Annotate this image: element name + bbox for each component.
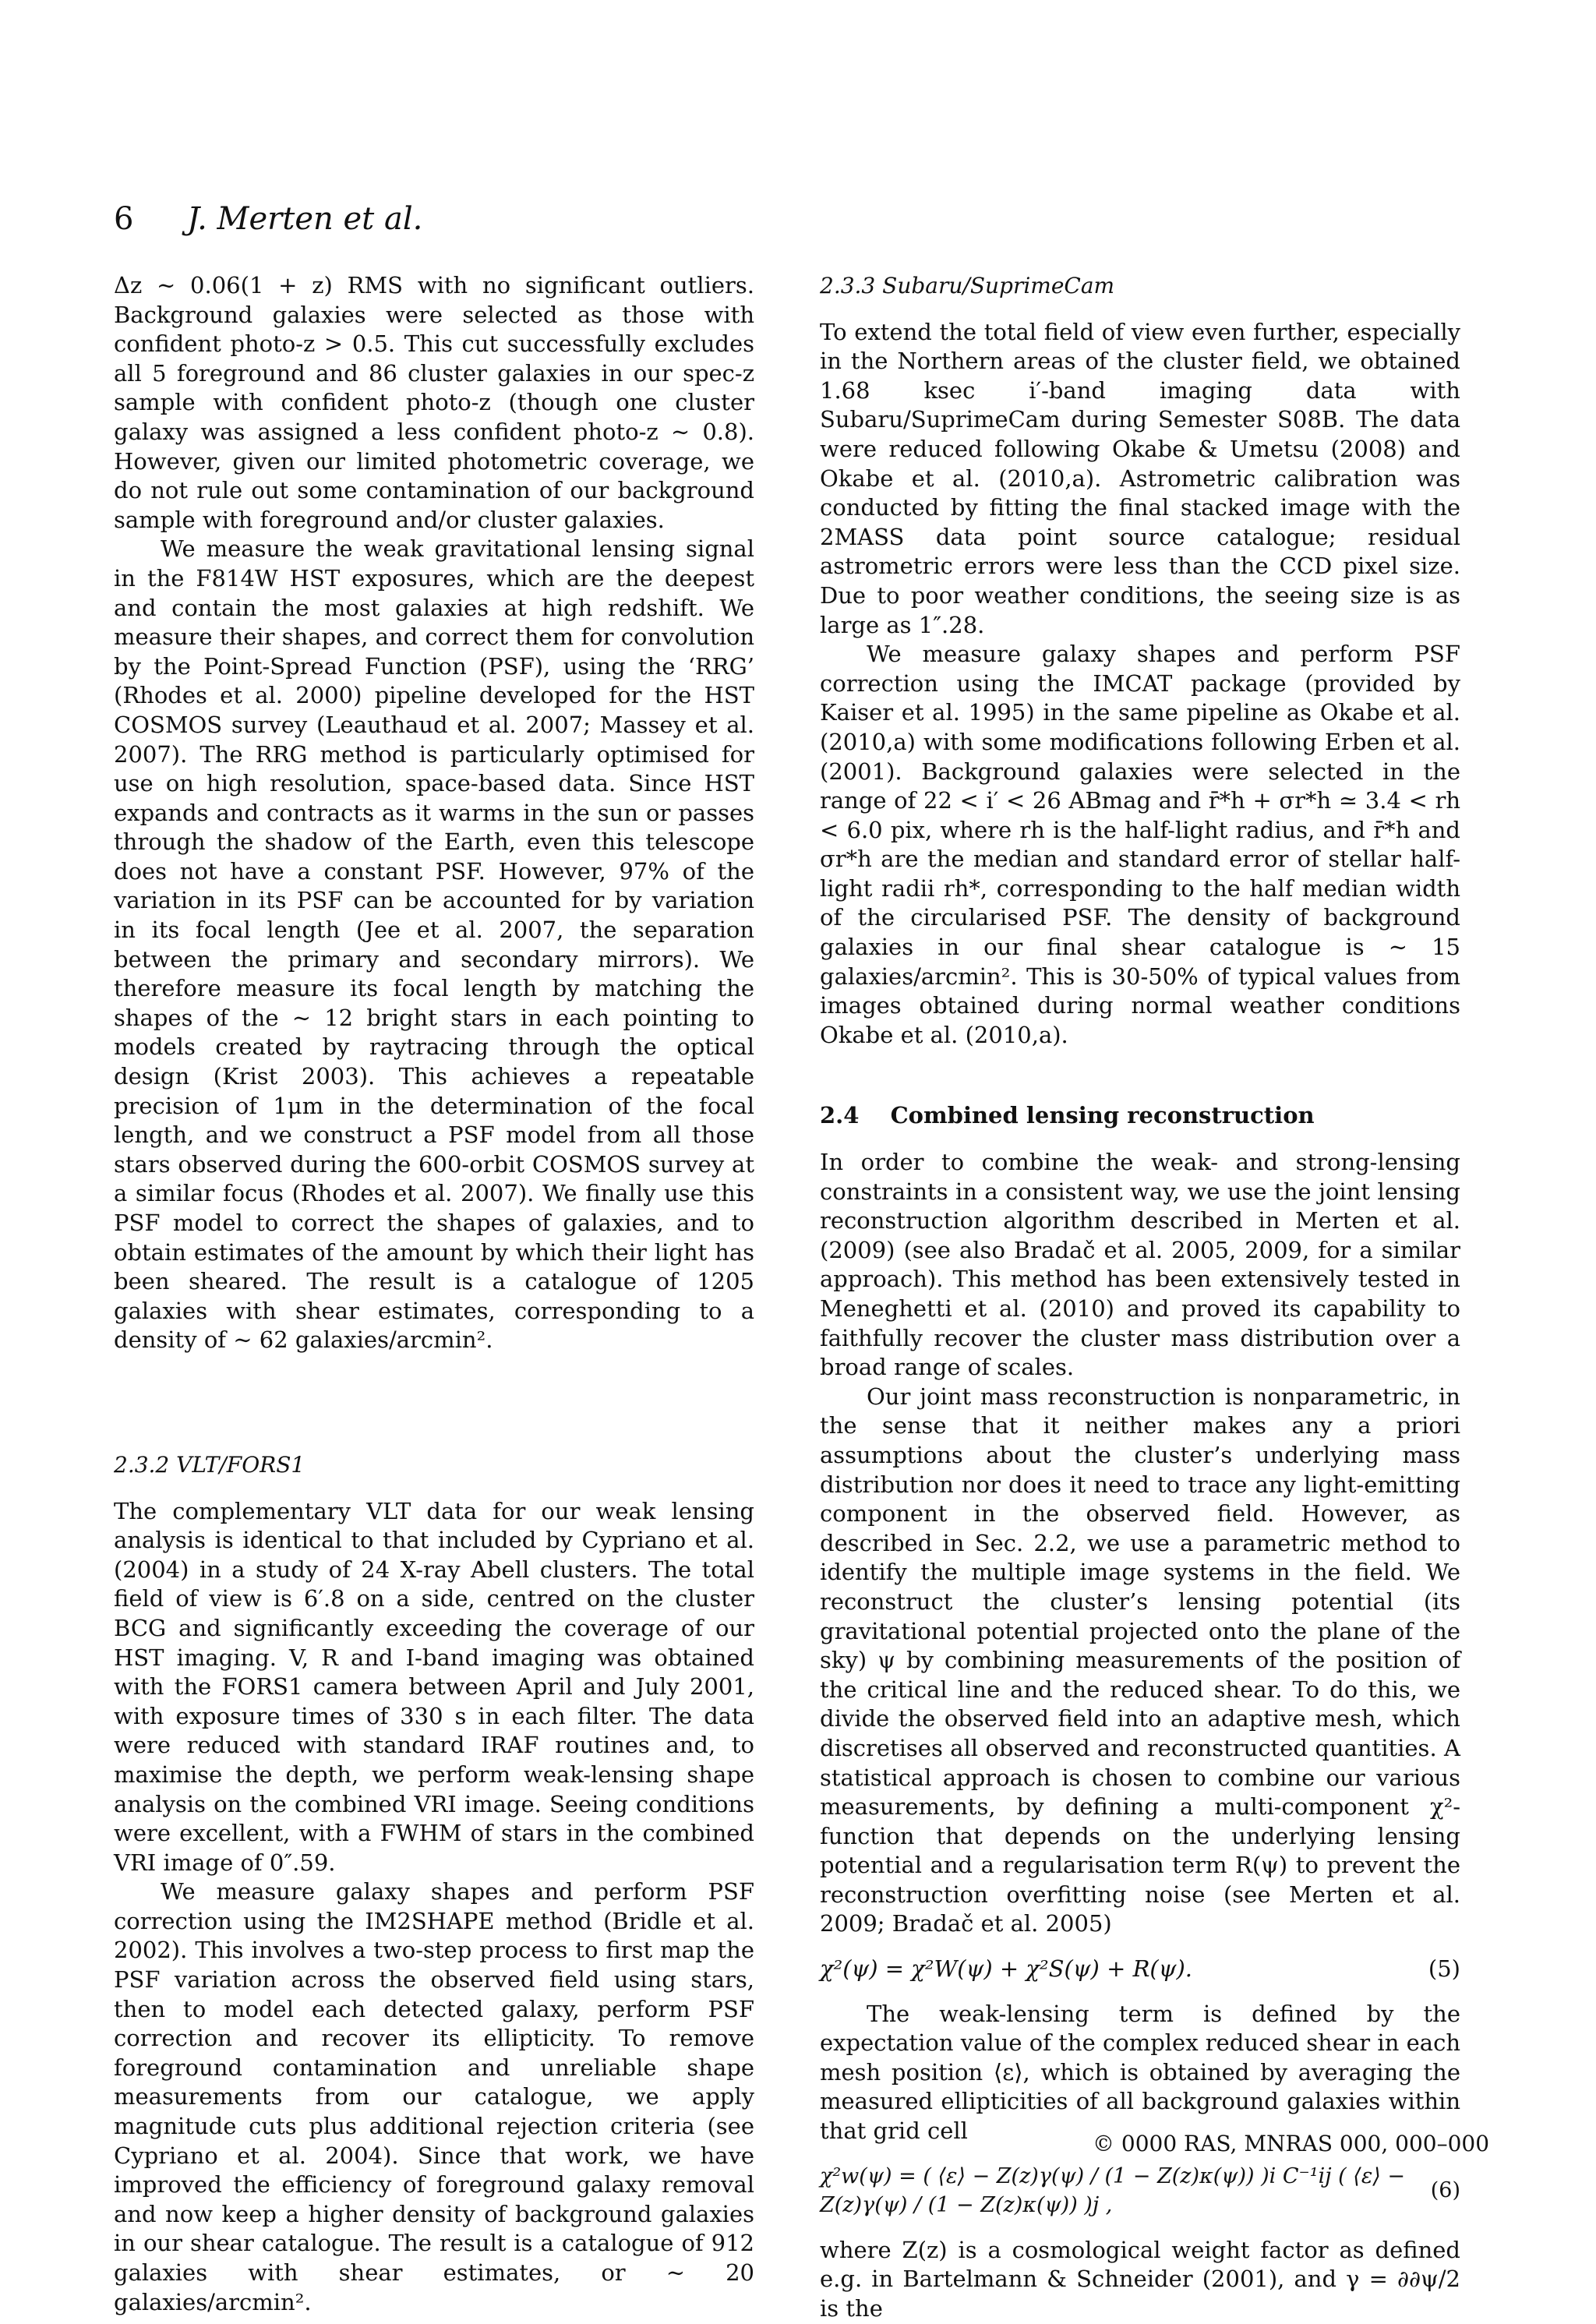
section-heading-combined: [820, 1101, 1460, 1131]
section-number: 2.4: [820, 1102, 860, 1129]
left-column: [114, 271, 754, 2317]
paragraph-weight-factor: where Z(z) is a cosmological weight factor as defined e.g. in Bartelmann & Schneider (2001), and γ = ∂∂ψ/2 is the: [820, 2236, 1460, 2322]
paragraph-subaru-data: To extend the total field of view even further, especially in the Northern areas of the cluster field, we obtained 1.68 ksec i′-band imaging data with Subaru/SuprimeCam during Semester S08B. The data were reduced following Okabe & Umetsu (2008) and Okabe et al. (2010,a). Astrometric calibration was conducted by fitting the final stacked image with the 2MASS data point source catalogue; residual astrometric errors were less than the CCD pixel size. Due to poor weather conditions, the seeing size is as large as 1″.28.: [820, 318, 1460, 638]
equation-5-body: χ²(ψ) = χ²W(ψ) + χ²S(ψ) + R(ψ).: [820, 1955, 1193, 1983]
running-head: [114, 201, 422, 237]
paragraph-imcat: We measure galaxy shapes and perform PSF correction using the IMCAT package (provided by Kaiser et al. 1995) in the same pipeline as Okabe et al. (2010,a) with some modifications following Erben et al. (2001). Background galaxies were selected in the range of 22 < i′ < 26 ABmag and r̄*h + σr*h ≃ 3.4 < rh < 6.0 pix, where rh is the half-light radius, and r̄*h and σr*h are the median and standard error of stellar half-light radii rh*, corresponding to the half median width of the circularised PSF. The density of background galaxies in our final shear catalogue is ∼ 15 galaxies/arcmin². This is 30-50% of typical values from images obtained during normal weather conditions Okabe et al. (2010,a).: [820, 641, 1460, 1048]
paragraph-weak-lensing-term: The weak-lensing term is defined by the expectation value of the complex reduced shear in each mesh position ⟨ε⟩, which is obtained by averaging the measured ellipticities of all background galaxies within that grid cell: [820, 2000, 1460, 2145]
paragraph-joint-reconstruction: In order to combine the weak- and strong-lensing constraints in a consistent way, we use the joint lensing reconstruction algorithm described in Merten et al. (2009) (see also Bradač et al. 2005, 2009, for a similar approach). This method has been extensively tested in Meneghetti et al. (2010) and proved its capability to faithfully recover the cluster mass distribution over a broad range of scales.: [820, 1149, 1460, 1381]
copyright-footer: © 0000 RAS, MNRAS 000, 000–000: [1093, 2131, 1490, 2156]
equation-6-body: χ²w(ψ) = ( ⟨ε⟩ − Z(z)γ(ψ) / (1 − Z(z)κ(ψ)) )i C⁻¹ij ( ⟨ε⟩ − Z(z)γ(ψ) / (1 − Z(z)κ(ψ)) )j ,: [820, 2163, 1406, 2218]
section-title: Combined lensing reconstruction: [890, 1102, 1315, 1129]
paragraph-nonparametric: Our joint mass reconstruction is nonparametric, in the sense that it neither makes any a priori assumptions about the cluster’s underlying mass distribution nor does it need to trace any light-emitting component in the observed field. However, as described in Sec. 2.2, we use a parametric method to identify the multiple image systems in the field. We reconstruct the cluster’s lensing potential (its gravitational potential projected onto the plane of the sky) ψ by combining measurements of the position of the critical line and the reduced shear. To do this, we divide the observed field into an adaptive mesh, which discretises all observed and reconstructed quantities. A statistical approach is chosen to combine our various measurements, by defining a multi-component χ²-function that depends on the underlying lensing potential and a regularisation term R(ψ) to prevent the reconstruction overfitting noise (see Merten et al. 2009; Bradač et al. 2005): [820, 1383, 1460, 1937]
paragraph-hst-shear: We measure the weak gravitational lensing signal in the F814W HST exposures, which are the deepest and contain the most galaxies at high redshift. We measure their shapes, and correct them for convolution by the Point-Spread Function (PSF), using the ‘RRG’ (Rhodes et al. 2000) pipeline developed for the HST COSMOS survey (Leauthaud et al. 2007; Massey et al. 2007). The RRG method is particularly optimised for use on high resolution, space-based data. Since HST expands and contracts as it warms in the sun or passes through the shadow of the Earth, even this telescope does not have a constant PSF. However, 97% of the variation in its PSF can be accounted for by variation in its focal length (Jee et al. 2007, the separation between the primary and secondary mirrors). We therefore measure its focal length by matching the shapes of the ∼ 12 bright stars in each pointing to models created by raytracing through the optical design (Krist 2003). This achieves a repeatable precision of 1μm in the determination of the focal length, and we construct a PSF model from all those stars observed during the 600-orbit COSMOS survey at a similar focus (Rhodes et al. 2007). We finally use this PSF model to correct the shapes of galaxies, and to obtain estimates of the amount by which their light has been sheared. The result is a catalogue of 1205 galaxies with shear estimates, corresponding to a density of ∼ 62 galaxies/arcmin².: [114, 535, 754, 1354]
equation-6: [820, 2162, 1460, 2220]
equation-5: [820, 1955, 1460, 1984]
equation-5-number: (5): [1428, 1955, 1460, 1983]
paragraph-photoz: Δz ∼ 0.06(1 + z) RMS with no significant outliers. Background galaxies were selected as those with confident photo-z > 0.5. This cut successfully excludes all 5 foreground and 86 cluster galaxies in our spec-z sample with confident photo-z (though one cluster galaxy was assigned a less confident photo-z ∼ 0.8). However, given our limited photometric coverage, we do not rule out some contamination of our background sample with foreground and/or cluster galaxies.: [114, 272, 754, 533]
subsection-heading-vlt: 2.3.2 VLT/FORS1: [114, 1451, 305, 1478]
paragraph-im2shape: We measure galaxy shapes and perform PSF correction using the IM2SHAPE method (Bridle et al. 2002). This involves a two-step process to first map the PSF variation across the observed field using stars, then to model each detected galaxy, perform PSF correction and recover its ellipticity. To remove foreground contamination and unreliable shape measurements from our catalogue, we apply magnitude cuts plus additional rejection criteria (see Cypriano et al. 2004). Since that work, we have improved the efficiency of foreground galaxy removal and now keep a higher density of background galaxies in our shear catalogue. The result is a catalogue of 912 galaxies with shear estimates, or ∼ 20 galaxies/arcmin².: [114, 1878, 754, 2315]
page-number: 6: [114, 201, 134, 237]
subsection-heading-subaru: 2.3.3 Subaru/SuprimeCam: [820, 273, 1115, 298]
right-column: [820, 271, 1460, 2324]
author-header: J. Merten et al.: [187, 201, 423, 237]
paragraph-vlt-data: The complementary VLT data for our weak lensing analysis is identical to that included by Cypriano et al. (2004) in a study of 24 X-ray Abell clusters. The total field of view is 6′.8 on a side, centred on the cluster BCG and significantly exceeding the coverage of our HST imaging. V, R and I-band imaging was obtained with the FORS1 camera between April and July 2001, with exposure times of 330 s in each filter. The data were reduced with standard IRAF routines and, to maximise the depth, we perform weak-lensing shape analysis on the combined VRI image. Seeing conditions were excellent, with a FWHM of stars in the combined VRI image of 0″.59.: [114, 1497, 754, 1876]
equation-6-number: (6): [1430, 2178, 1460, 2203]
